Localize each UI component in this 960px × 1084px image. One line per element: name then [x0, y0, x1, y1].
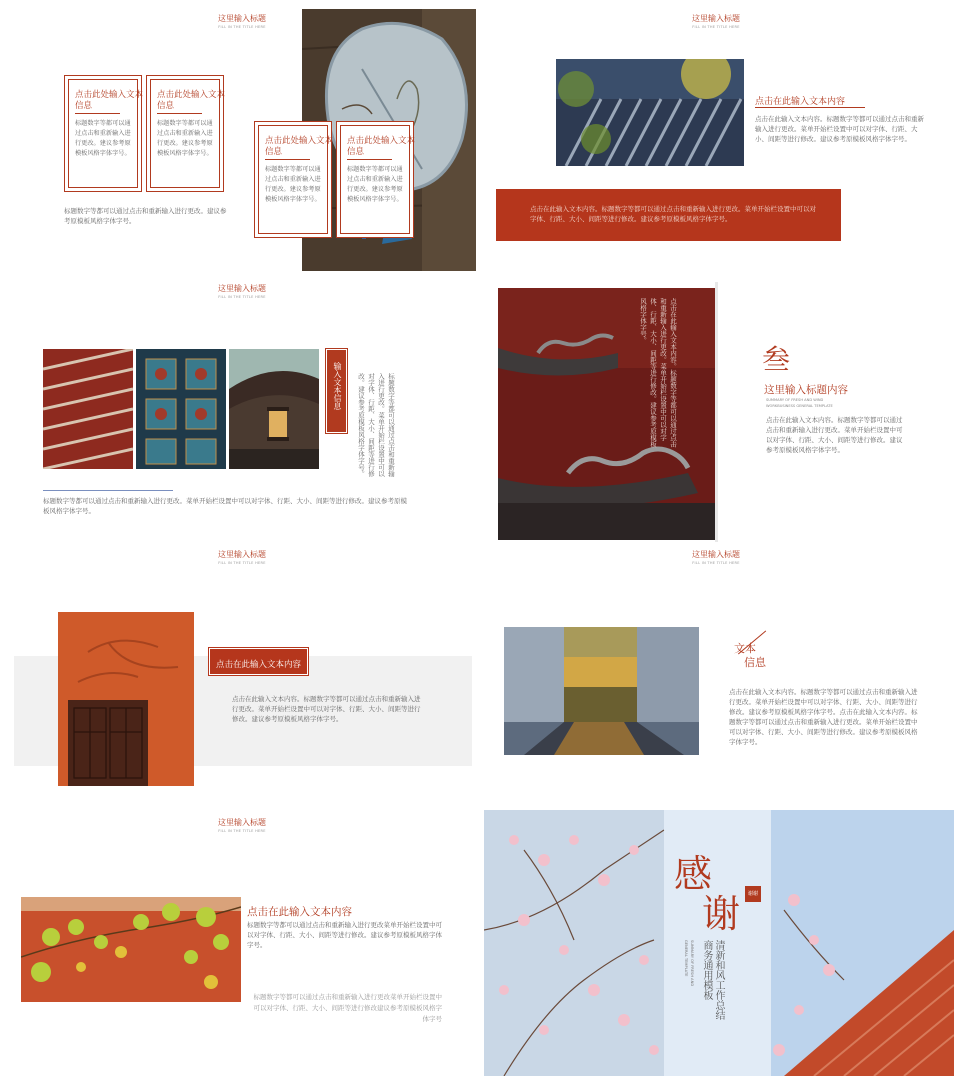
- doorway-illustration: [504, 627, 699, 755]
- doorway-photo: [504, 627, 699, 755]
- card-divider: [265, 159, 310, 160]
- slide-8: [484, 810, 954, 1076]
- header-title: 这里输入标题: [218, 550, 266, 559]
- ginkgo-illustration: [21, 897, 241, 1002]
- cover-title-line-2: 商务通用模板: [701, 940, 712, 1000]
- header-title: 这里输入标题: [692, 14, 740, 23]
- slide-footer-text: 标题数字等都可以通过点击和重新输入进行更改。建议参考原模板风格字体字号。: [64, 207, 227, 225]
- lantern-illustration: [229, 349, 319, 469]
- slide-1: [6, 6, 476, 272]
- card-divider: [157, 113, 202, 114]
- vertical-tag: [326, 349, 347, 433]
- section-en-1: SUMMARY OF FRESH AND WIND: [766, 398, 824, 402]
- section-title: 这里输入标题内容: [764, 384, 848, 396]
- subtitle: 点击在此输入文本内容: [755, 97, 846, 107]
- thanks-char-2: 谢: [702, 892, 741, 936]
- slide-3: [6, 278, 476, 544]
- header-title: 这里输入标题: [218, 14, 266, 23]
- band-text: 点击在此输入文本内容。标题数字等都可以通过点击和重新输入进行更改。菜单开始栏设置中可以对字体、行距、大小、间距等进行修改。建议参考原模板风格字体字号。: [530, 205, 816, 223]
- photo-edge-shadow: [715, 282, 718, 544]
- lantern-eaves-photo: [229, 349, 319, 469]
- header-subtitle: FILL IN THE TITLE HERE: [218, 295, 266, 299]
- info-card-2[interactable]: [146, 75, 224, 192]
- header-title: 这里输入标题: [692, 550, 740, 559]
- orange-wall-photo: [58, 612, 194, 786]
- slide-footer-text: 标题数字等都可以通过点击和重新输入进行更改。菜单开始栏设置中可以对字体、行距、大小、间距等进行修改。建议参考原模板风格字体字号。: [43, 497, 407, 515]
- slide-header: [182, 818, 302, 834]
- dragon-roof-photo: [498, 288, 718, 540]
- cover-en-1: SUMMARY OF FRESH AND: [690, 940, 694, 987]
- footer-divider: [43, 490, 173, 491]
- section-en-2: WORKBUSINESS GENERAL TEMPLATE: [766, 404, 833, 408]
- orange-wall-illustration: [58, 612, 194, 786]
- section-body: 点击在此输入文本内容。标题数字等都可以通过点击和重新输入进行更改。菜单开始栏设置中可以对字体、行距、大小、间距等进行修改。建议参考原模板风格字体字号。: [766, 416, 903, 454]
- info-card-4[interactable]: [336, 121, 414, 238]
- seal-stamp: 谢谢: [745, 886, 761, 902]
- header-title: 这里输入标题: [218, 818, 266, 827]
- header-subtitle: FILL IN THE TITLE HERE: [218, 829, 266, 833]
- slide-header: [182, 284, 302, 300]
- card-body: 标题数字等都可以通过点击和重新输入进行更改。建议参考原模板风格字体字号。: [265, 166, 321, 203]
- cover-en-2: GENERAL TEMPLATE: [684, 940, 688, 977]
- title-line-2: 信息: [744, 656, 766, 669]
- card-divider: [75, 113, 120, 114]
- header-subtitle: FILL IN THE TITLE HERE: [218, 561, 266, 565]
- card-body: 标题数字等都可以通过点击和重新输入进行更改。建议参考原模板风格字体字号。: [157, 120, 213, 157]
- card-divider: [347, 159, 392, 160]
- section-body: 标题数字等都可以通过点击和重新输入进行更改菜单开始栏设置中可以对字体、行距、大小、间距等进行修改。建议参考原模板风格字体字号。: [247, 921, 442, 949]
- cover-title-line-1: 清新和风工作总结: [713, 940, 724, 1020]
- slide-header: [656, 14, 776, 30]
- vertical-overlay-text: 点击在此输入文本内容。标题数字等都可以通过点击和重新输入进行更改。菜单开始栏设置中可以对字体、行距、大小、间距等进行修改。建议参考原模板风格字体字号。: [639, 298, 677, 448]
- slide-header: [182, 14, 302, 30]
- slide-7: [6, 810, 476, 1076]
- vertical-body-text: 标题数字等都可以通过点击和重新输入进行更改。菜单开始栏设置中可以对字体、行距、大小、间距等进行修改。建议参考原模板风格字体字号。: [357, 373, 395, 477]
- vertical-tag-text: 输入文本信息: [333, 362, 342, 410]
- header-subtitle: FILL IN THE TITLE HERE: [218, 25, 266, 29]
- tag-label-text: 点击在此输入文本内容: [216, 660, 302, 670]
- subtitle-underline: [755, 107, 865, 108]
- info-card-1[interactable]: [64, 75, 142, 192]
- red-eaves-photo: [43, 349, 133, 469]
- slide-footer-text: 标题数字等都可以通过点击和重新输入进行更改菜单开始栏设置中可以对字体、行距、大小、间距等进行修改建议参考原模板风格字体字号: [253, 993, 442, 1023]
- slide-header: [656, 550, 776, 566]
- header-title: 这里输入标题: [218, 284, 266, 293]
- tag-label: [209, 648, 308, 675]
- card-title: 点击此处输入文本信息: [265, 136, 334, 157]
- roof-tiles-illustration: [556, 59, 744, 166]
- card-title: 点击此处输入文本信息: [347, 136, 416, 157]
- card-body: 标题数字等都可以通过点击和重新输入进行更改。建议参考原模板风格字体字号。: [347, 166, 403, 203]
- red-eaves-illustration: [43, 349, 133, 469]
- slide-2: [484, 6, 954, 272]
- header-subtitle: FILL IN THE TITLE HERE: [692, 561, 740, 565]
- section-title: 点击在此输入文本内容: [247, 906, 352, 918]
- title-line-1: 文本: [734, 642, 756, 655]
- header-subtitle: FILL IN THE TITLE HERE: [692, 25, 740, 29]
- slide-6: [484, 542, 954, 808]
- painted-ceiling-photo: [136, 349, 226, 469]
- thanks-char-1: 感: [674, 852, 713, 896]
- card-title: 点击此处输入文本信息: [157, 90, 226, 111]
- card-body: 标题数字等都可以通过点击和重新输入进行更改。建议参考原模板风格字体字号。: [75, 120, 131, 157]
- info-card-3[interactable]: [254, 121, 332, 238]
- slide-4: [484, 278, 954, 544]
- red-band: [496, 189, 841, 241]
- roof-tiles-photo: [556, 59, 744, 166]
- ginkgo-wall-photo: [21, 897, 241, 1002]
- body-text: 点击在此输入文本内容。标题数字等都可以通过点击和重新输入进行更改。菜单开始栏设置中可以对字体、行距、大小、间距等进行修改。建议参考原模板风格字体字号。: [755, 115, 924, 143]
- slide-header: [182, 550, 302, 566]
- body-text: 点击在此输入文本内容。标题数字等都可以通过点击和重新输入进行更改。菜单开始栏设置中可以对字体、行距、大小、间距等进行修改。建议参考原模板风格字体字号。: [232, 695, 421, 723]
- body-text: 点击在此输入文本内容。标题数字等都可以通过点击和重新输入进行更改。菜单开始栏设置中可以对字体、行距、大小、间距等进行修改。建议参考原模板风格字体字号。点击在此输入文本内容。标题数字等都可以通过点击和重新输入进行更改。菜单开始栏设置中可以对字体、行距、大小、间距等进行修改。建议参考原模板风格字体字号。: [729, 688, 918, 746]
- slide-5: [6, 542, 476, 808]
- painted-ceiling-illustration: [136, 349, 226, 469]
- card-title: 点击此处输入文本信息: [75, 90, 144, 111]
- chapter-numeral: 叁: [762, 343, 791, 376]
- dragon-roof-illustration: [498, 288, 718, 540]
